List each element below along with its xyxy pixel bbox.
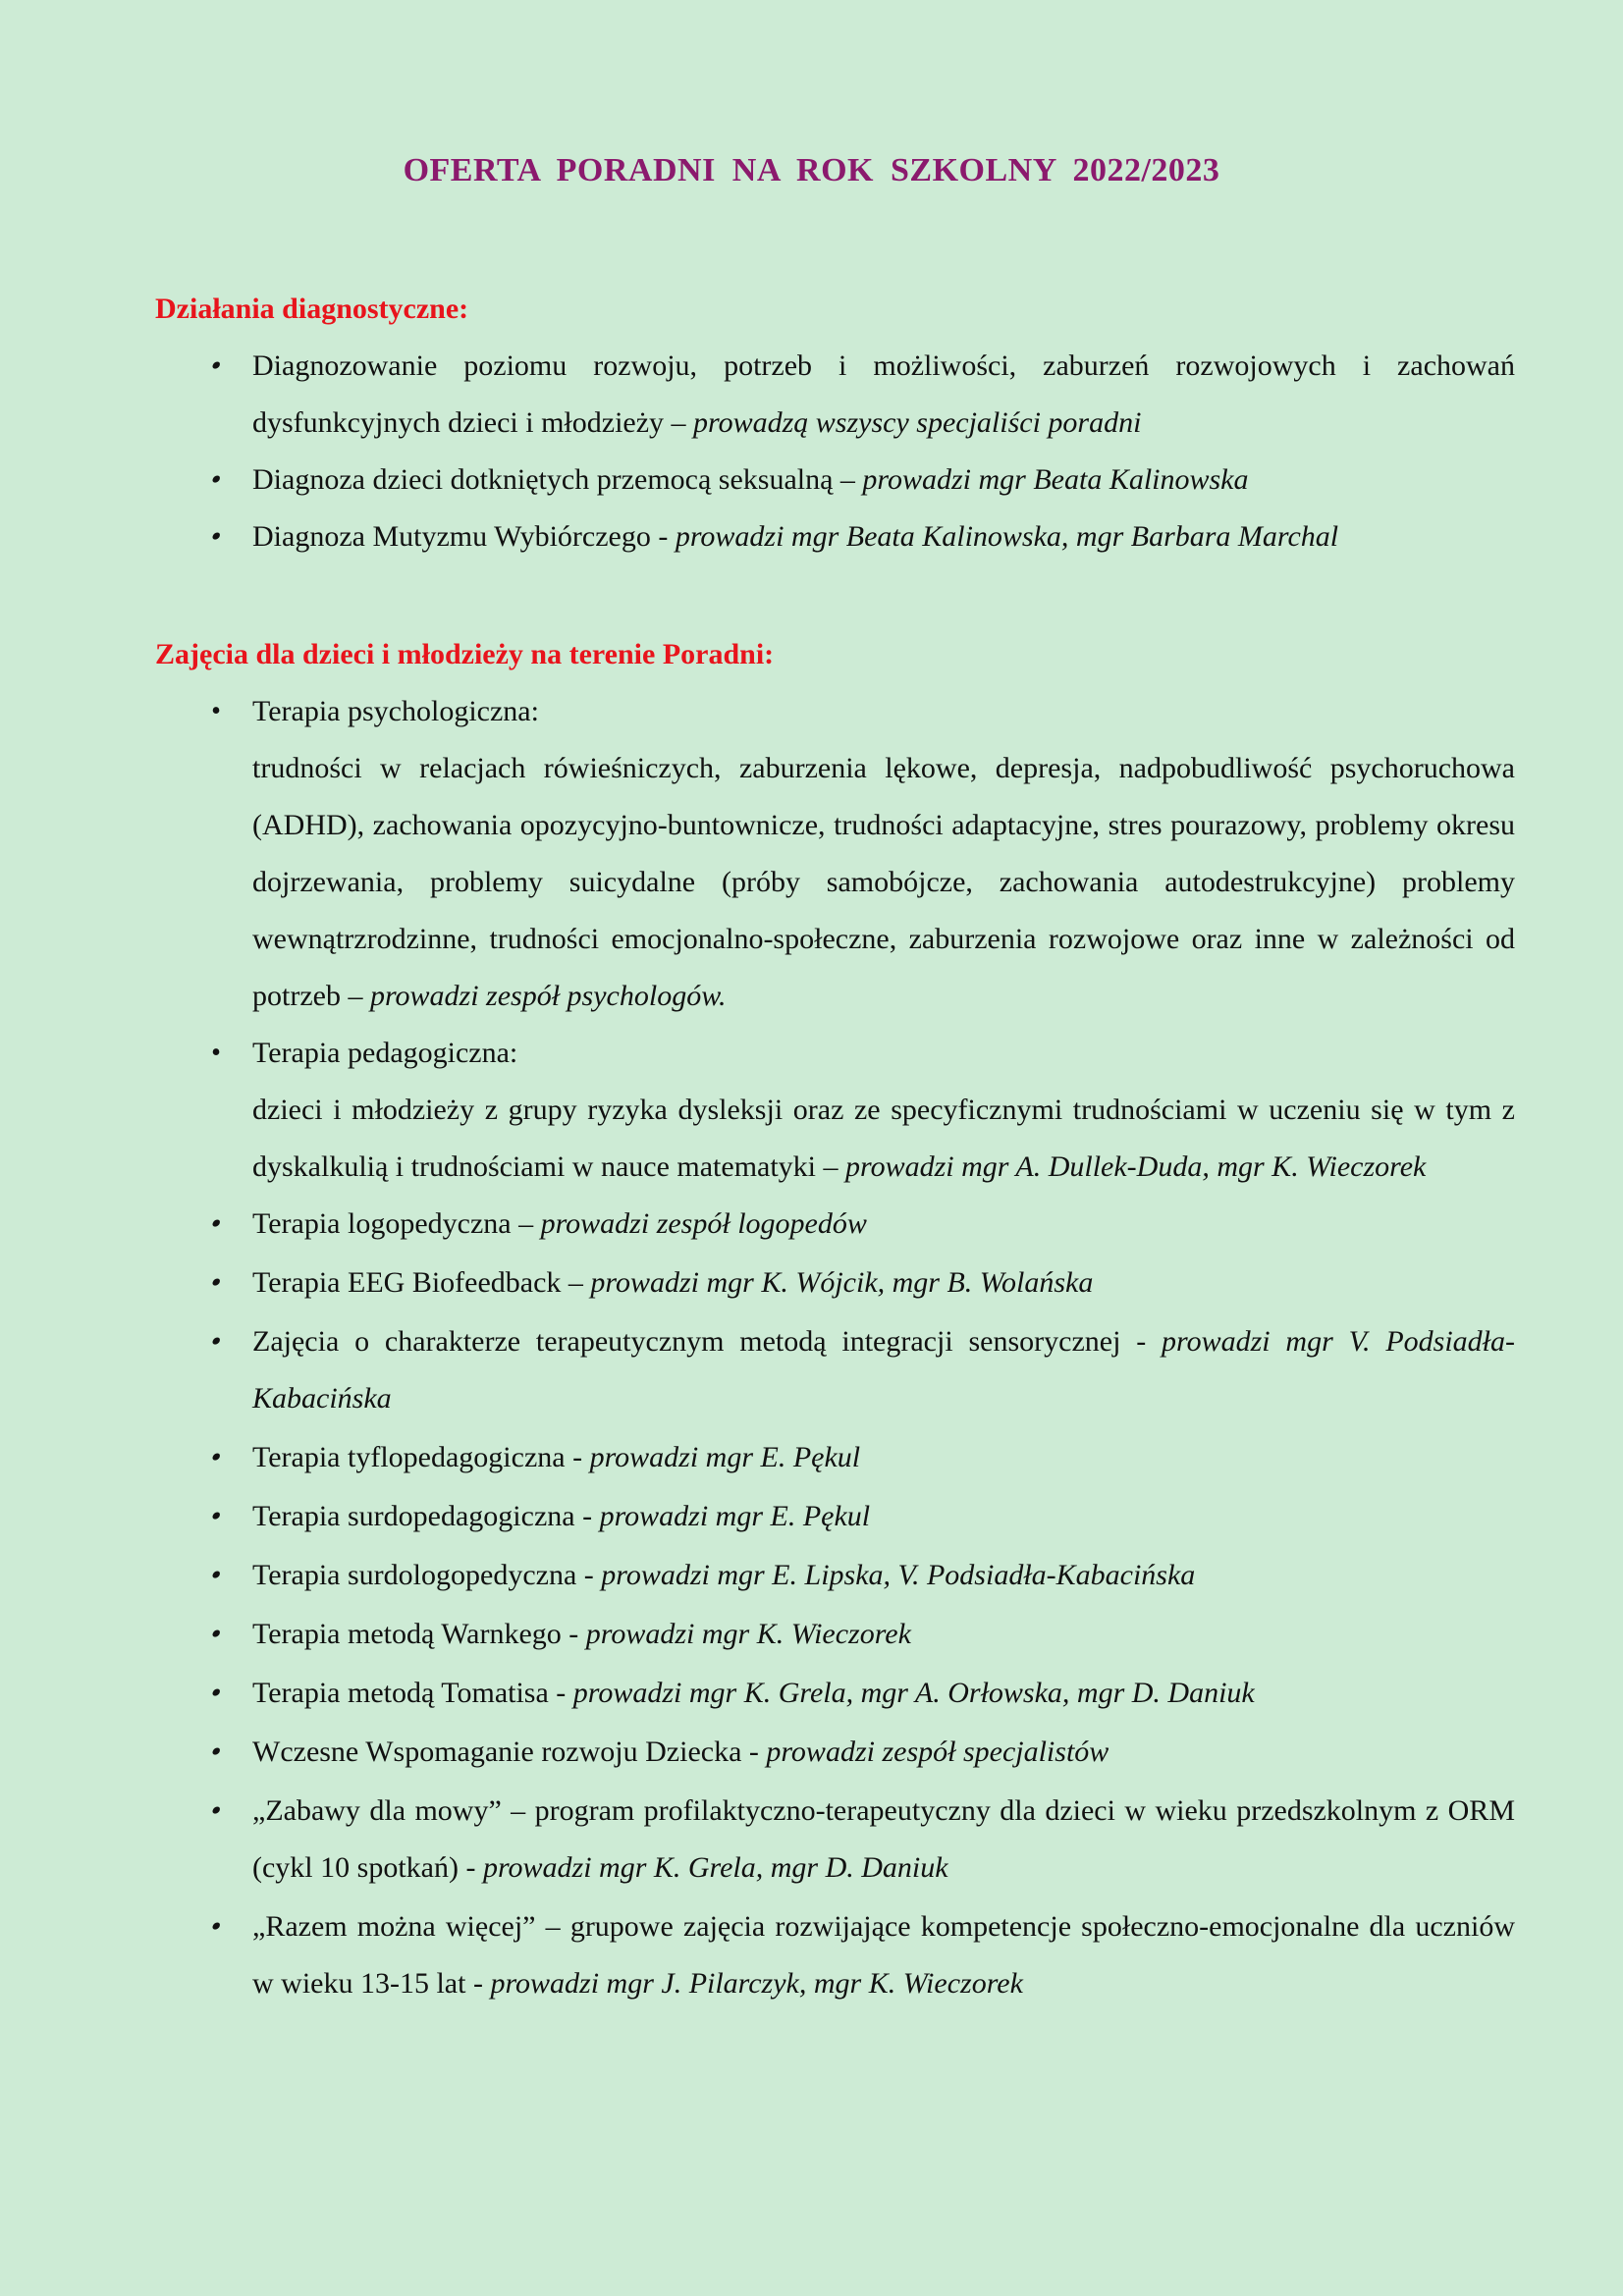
bullet-icon: •: [205, 1207, 227, 1240]
bullet-icon: •: [205, 349, 227, 382]
list-item: • „Razem można więcej” – grupowe zajęcia rozwijające kompetencje społeczno-emocjonalne dla uczniów w wieku 13-15 lat - prowadzi mgr J. Pilarczyk, mgr K. Wieczorek: [155, 1898, 1515, 2012]
list-item: • Zajęcia o charakterze terapeutycznym metodą integracji sensorycznej - prowadzi mgr V. Podsiadła-Kabacińska: [155, 1313, 1515, 1427]
bullet-icon: •: [205, 1500, 227, 1532]
bullet-icon: •: [205, 1794, 227, 1827]
section-heading: Działania diagnostyczne:: [155, 293, 469, 325]
page-title: OFERTA PORADNI NA ROK SZKOLNY 2022/2023: [403, 152, 1220, 188]
bullet-icon: •: [205, 1441, 227, 1473]
list-item: • Terapia metodą Tomatisa - prowadzi mgr K. Grela, mgr A. Orłowska, mgr D. Daniuk: [155, 1665, 1515, 1722]
bullet-icon: •: [205, 1677, 227, 1709]
bullet-icon: •: [205, 1735, 227, 1768]
bullet-icon: •: [205, 1910, 227, 1943]
list-item: • Terapia tyflopedagogiczna - prowadzi mgr E. Pękul: [155, 1429, 1515, 1486]
bullet-icon: •: [211, 1038, 221, 1068]
bullet-icon: •: [205, 463, 227, 496]
list-item: • Terapia surdopedagogiczna - prowadzi mgr E. Pękul: [155, 1488, 1515, 1545]
bullet-icon: •: [211, 696, 221, 726]
diagnostics-list: [155, 338, 1515, 565]
section-activities: [155, 626, 1515, 2012]
list-item: • Terapia metodą Warnkego - prowadzi mgr K. Wieczorek: [155, 1606, 1515, 1663]
list-item: • Terapia surdologopedyczna - prowadzi mgr E. Lipska, V. Podsiadła-Kabacińska: [155, 1547, 1515, 1604]
list-item: • Terapia psychologiczna: trudności w relacjach rówieśniczych, zaburzenia lękowe, depresja, nadpobudliwość psychoruchowa (ADHD), zachowania opozycyjno-buntownicze, trudności adaptacyjne, stres pourazowy, problemy okresu dojrzewania, problemy suicydalne (próby samobójcze, zachowania autodestrukcyjne) problemy wewnątrzrodzinne, trudności emocjonalno-społeczne, zaburzenia rozwojowe oraz inne w zależności od potrzeb – prowadzi zespół psychologów.: [155, 683, 1515, 1025]
list-item: • Terapia pedagogiczna: dzieci i młodzieży z grupy ryzyka dysleksji oraz ze specyficznymi trudnościami w uczeniu się w tym z dyskalkulią i trudnościami w nauce matematyki – prowadzi mgr A. Dullek-Duda, mgr K. Wieczorek: [155, 1025, 1515, 1196]
bullet-icon: •: [205, 1559, 227, 1591]
section-diagnostics: [155, 281, 1515, 565]
list-item: • Diagnoza Mutyzmu Wybiórczego - prowadzi mgr Beata Kalinowska, mgr Barbara Marchal: [155, 508, 1515, 565]
section-heading: Zajęcia dla dzieci i młodzieży na terenie Poradni:: [155, 638, 775, 670]
bullet-icon: •: [205, 520, 227, 553]
list-item: • Diagnozowanie poziomu rozwoju, potrzeb i możliwości, zaburzeń rozwojowych i zachowań dysfunkcyjnych dzieci i młodzieży – prowadzą wszyscy specjaliści poradni: [155, 338, 1515, 452]
list-item: • Wczesne Wspomaganie rozwoju Dziecka - prowadzi zespół specjalistów: [155, 1724, 1515, 1781]
list-item: • „Zabawy dla mowy” – program profilaktyczno-terapeutyczny dla dzieci w wieku przedszkolnym z ORM (cykl 10 spotkań) - prowadzi mgr K. Grela, mgr D. Daniuk: [155, 1783, 1515, 1896]
list-item: • Terapia EEG Biofeedback – prowadzi mgr K. Wójcik, mgr B. Wolańska: [155, 1255, 1515, 1311]
activities-list: [155, 683, 1515, 2012]
bullet-icon: •: [205, 1618, 227, 1650]
list-item: • Terapia logopedyczna – prowadzi zespół logopedów: [155, 1196, 1515, 1253]
bullet-icon: •: [205, 1325, 227, 1358]
bullet-icon: •: [205, 1266, 227, 1299]
list-item: • Diagnoza dzieci dotkniętych przemocą seksualną – prowadzi mgr Beata Kalinowska: [155, 452, 1515, 508]
